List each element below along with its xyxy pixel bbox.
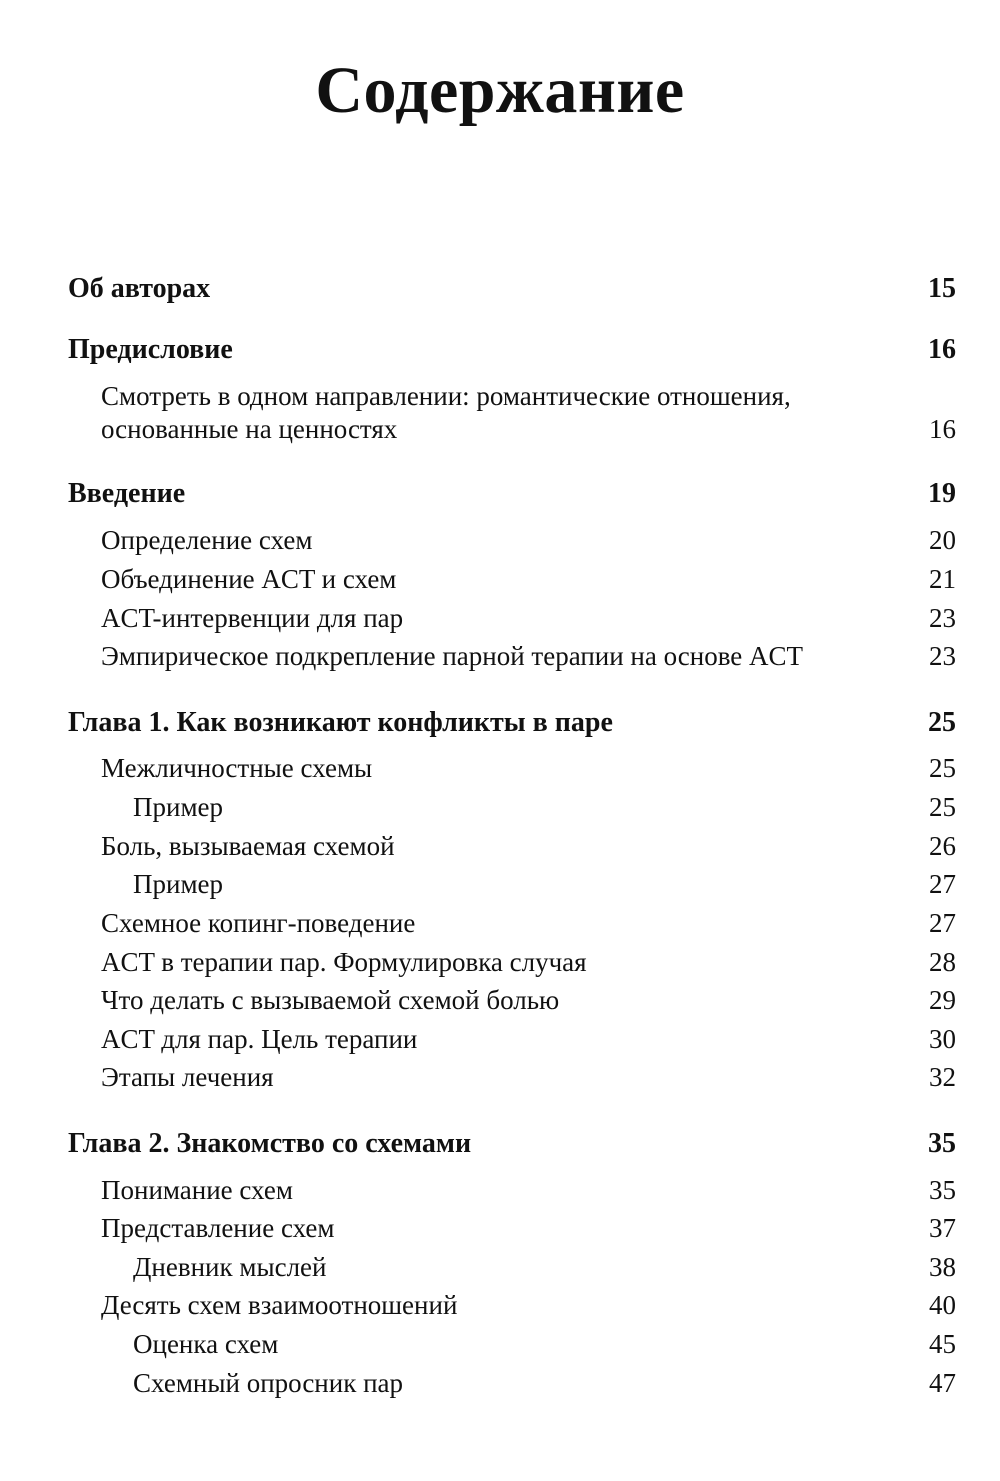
entry-title: ACT для пар. Цель терапии — [101, 1024, 418, 1054]
entry-title: Предисловие — [68, 334, 233, 365]
entry-title: Схемный опросник пар — [133, 1368, 403, 1398]
entry-page-number: 19 — [928, 478, 956, 509]
toc-entry[interactable] — [0, 790, 1000, 828]
toc-entry[interactable] — [0, 380, 1000, 450]
toc-entry[interactable] — [0, 1173, 1000, 1211]
entry-title: Боль, вызываемая схемой — [101, 831, 395, 861]
toc-entry[interactable] — [0, 1211, 1000, 1249]
entry-title: Межличностные схемы — [101, 753, 373, 783]
entry-title: Пример — [133, 869, 224, 899]
entry-page-number: 29 — [929, 985, 956, 1015]
entry-title: Оценка схем — [133, 1329, 279, 1359]
toc-entry[interactable] — [0, 706, 1000, 744]
entry-title: ACT-интервенции для пар — [101, 603, 404, 633]
toc-entry[interactable] — [0, 906, 1000, 944]
entry-title: Глава 2. Знакомство со схемами — [68, 1128, 472, 1159]
entry-page-number: 15 — [928, 273, 956, 304]
entry-page-number: 23 — [929, 603, 956, 633]
entry-page-number: 27 — [929, 908, 956, 938]
entry-title: Пример — [133, 792, 224, 822]
toc-entry[interactable] — [0, 562, 1000, 600]
entry-page-number: 25 — [929, 753, 956, 783]
entry-page-number: 26 — [929, 831, 956, 861]
entry-title: Введение — [68, 478, 186, 509]
entry-page-number: 28 — [929, 947, 956, 977]
entry-title: Об авторах — [68, 273, 211, 304]
entry-title: Объединение ACT и схем — [101, 564, 397, 594]
entry-page-number: 16 — [929, 414, 956, 444]
entry-page-number: 47 — [929, 1368, 956, 1398]
toc-entry[interactable] — [0, 639, 1000, 677]
entry-page-number: 25 — [929, 792, 956, 822]
entry-page-number: 30 — [929, 1024, 956, 1054]
toc-entry[interactable] — [0, 523, 1000, 561]
toc-entry[interactable] — [0, 1288, 1000, 1326]
entry-title: Десять схем взаимоотношений — [101, 1290, 458, 1320]
toc-entry[interactable] — [0, 333, 1000, 371]
entry-title: Дневник мыслей — [133, 1252, 327, 1282]
entry-page-number: 32 — [929, 1062, 956, 1092]
toc-entry[interactable] — [0, 1060, 1000, 1098]
toc-entry[interactable] — [0, 1127, 1000, 1165]
entry-title: Представление схем — [101, 1213, 335, 1243]
entry-title: Что делать с вызываемой схемой болью — [101, 985, 560, 1015]
entry-page-number: 35 — [929, 1175, 956, 1205]
entry-page-number: 40 — [929, 1290, 956, 1320]
toc-entry[interactable] — [0, 601, 1000, 639]
toc-entry[interactable] — [0, 983, 1000, 1021]
entry-page-number: 37 — [929, 1213, 956, 1243]
toc-entry[interactable] — [0, 867, 1000, 905]
entry-page-number: 25 — [928, 707, 956, 738]
toc-entry[interactable] — [0, 829, 1000, 867]
entry-page-number: 27 — [929, 869, 956, 899]
toc-entry[interactable] — [0, 751, 1000, 789]
entry-title: Этапы лечения — [101, 1062, 274, 1092]
entry-page-number: 16 — [928, 334, 956, 365]
entry-page-number: 20 — [929, 525, 956, 555]
entry-page-number: 23 — [929, 641, 956, 671]
toc-entry[interactable] — [0, 1366, 1000, 1404]
entry-title: ACT в терапии пар. Формулировка случая — [101, 947, 587, 977]
entry-title: Понимание схем — [101, 1175, 293, 1205]
page-title: Содержание — [315, 54, 685, 127]
toc-entry[interactable] — [0, 945, 1000, 983]
entry-title: Глава 1. Как возникают конфликты в паре — [68, 707, 613, 738]
toc-entry[interactable] — [0, 1022, 1000, 1060]
entry-title: Смотреть в одном направлении: романтические отношения, основанные на ценностях — [101, 381, 791, 444]
toc-entry[interactable] — [0, 1250, 1000, 1288]
toc-entry[interactable] — [0, 272, 1000, 310]
toc-entry[interactable] — [0, 1327, 1000, 1365]
entry-title: Определение схем — [101, 525, 313, 555]
entry-page-number: 21 — [929, 564, 956, 594]
entry-title: Эмпирическое подкрепление парной терапии на основе ACT — [101, 641, 804, 671]
entry-title: Схемное копинг-поведение — [101, 908, 416, 938]
entry-page-number: 45 — [929, 1329, 956, 1359]
entry-page-number: 35 — [928, 1128, 956, 1159]
entry-page-number: 38 — [929, 1252, 956, 1282]
toc-entry[interactable] — [0, 477, 1000, 515]
